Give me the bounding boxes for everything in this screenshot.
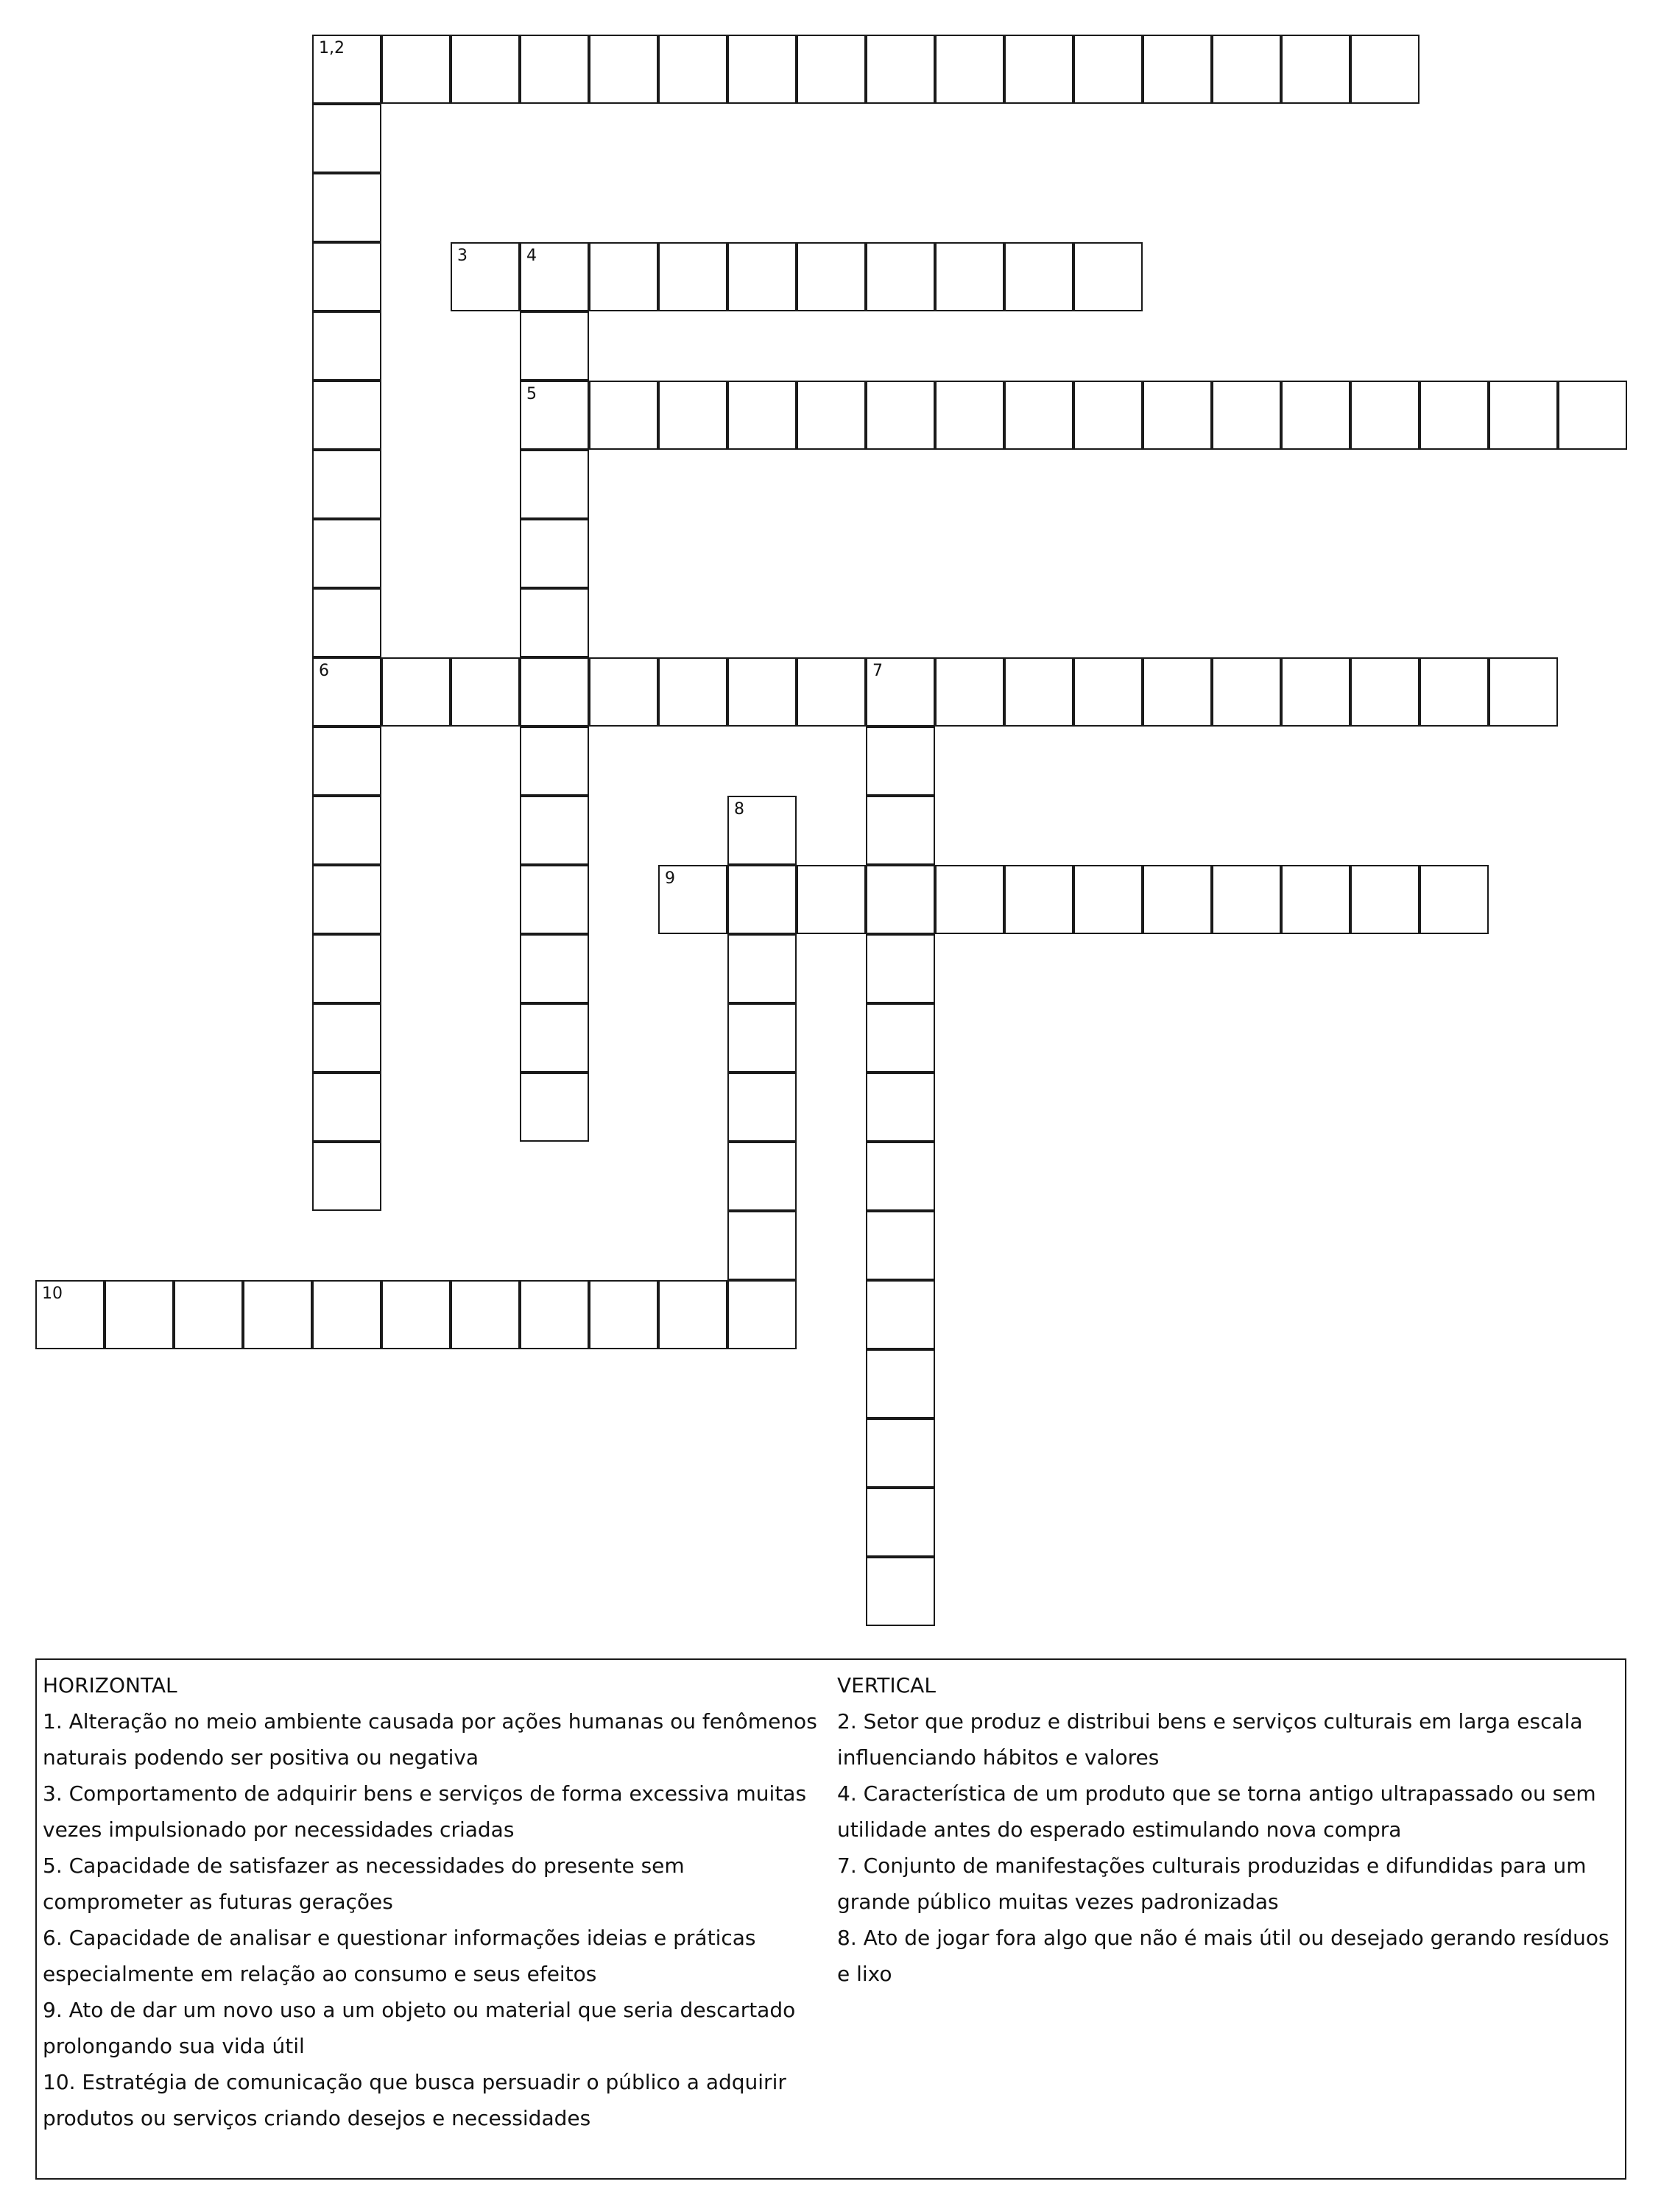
grid-cell[interactable] bbox=[866, 1488, 935, 1557]
grid-cell[interactable] bbox=[1004, 657, 1073, 727]
grid-cell[interactable] bbox=[520, 796, 589, 865]
grid-cell[interactable] bbox=[935, 242, 1004, 311]
down-clue-4: 4. Característica de um produto que se torna antigo ultrapassado ou sem utilidade antes do esperado estimulando nova compra bbox=[837, 1781, 1596, 1842]
clue-number: 8 bbox=[734, 800, 744, 819]
grid-cell[interactable] bbox=[935, 865, 1004, 934]
grid-cell[interactable] bbox=[797, 35, 866, 104]
clue-number: 10 bbox=[42, 1285, 63, 1303]
grid-cell[interactable] bbox=[520, 657, 589, 727]
grid-cell[interactable] bbox=[520, 381, 589, 450]
grid-cell[interactable] bbox=[589, 657, 658, 727]
grid-cell[interactable] bbox=[312, 865, 381, 934]
down-clue-2: 2. Setor que produz e distribui bens e serviços culturais em larga escala influenciando hábitos e valores bbox=[837, 1709, 1583, 1770]
grid-cell[interactable] bbox=[1143, 381, 1212, 450]
clue-number: 5 bbox=[526, 385, 537, 403]
grid-cell[interactable] bbox=[1489, 657, 1558, 727]
grid-cell[interactable] bbox=[727, 1003, 797, 1073]
grid-cell[interactable] bbox=[935, 381, 1004, 450]
across-clue-6: 6. Capacidade de analisar e questionar informações ideias e práticas especialmente em relação ao consumo e seus efeitos bbox=[43, 1926, 756, 1986]
grid-cell[interactable] bbox=[727, 1280, 797, 1349]
grid-cell[interactable] bbox=[520, 1073, 589, 1142]
grid-cell[interactable] bbox=[520, 311, 589, 381]
grid-cell[interactable] bbox=[658, 657, 727, 727]
grid-cell[interactable] bbox=[451, 242, 520, 311]
grid-cell[interactable] bbox=[1350, 35, 1420, 104]
grid-cell[interactable] bbox=[658, 381, 727, 450]
grid-cell[interactable] bbox=[1212, 865, 1281, 934]
grid-cell[interactable] bbox=[658, 242, 727, 311]
grid-cell[interactable] bbox=[797, 381, 866, 450]
clues-box bbox=[35, 1658, 1626, 2180]
grid-cell[interactable] bbox=[1350, 381, 1420, 450]
grid-cell[interactable] bbox=[1004, 865, 1073, 934]
grid-cell[interactable] bbox=[589, 242, 658, 311]
grid-cell[interactable] bbox=[1212, 381, 1281, 450]
grid-cell[interactable] bbox=[451, 1280, 520, 1349]
grid-cell[interactable] bbox=[866, 1003, 935, 1073]
grid-cell[interactable] bbox=[1281, 381, 1350, 450]
grid-cell[interactable] bbox=[1212, 657, 1281, 727]
grid-cell[interactable] bbox=[451, 35, 520, 104]
grid-cell[interactable] bbox=[866, 1211, 935, 1280]
grid-cell[interactable] bbox=[312, 1142, 381, 1211]
grid-cell[interactable] bbox=[1281, 657, 1350, 727]
grid-cell[interactable] bbox=[866, 1557, 935, 1626]
grid-cell[interactable] bbox=[727, 381, 797, 450]
grid-cell[interactable] bbox=[727, 1142, 797, 1211]
grid-cell[interactable] bbox=[866, 934, 935, 1003]
grid-cell[interactable] bbox=[312, 242, 381, 311]
grid-cell[interactable] bbox=[1004, 242, 1073, 311]
grid-cell[interactable] bbox=[1281, 35, 1350, 104]
grid-cell[interactable] bbox=[105, 1280, 174, 1349]
grid-cell[interactable] bbox=[1420, 865, 1489, 934]
grid-cell[interactable] bbox=[727, 1073, 797, 1142]
grid-cell[interactable] bbox=[312, 381, 381, 450]
grid-cell[interactable] bbox=[1073, 242, 1143, 311]
across-heading: HORIZONTAL bbox=[43, 1673, 177, 1697]
grid-cell[interactable] bbox=[520, 588, 589, 657]
grid-cell[interactable] bbox=[451, 657, 520, 727]
across-clues bbox=[43, 1667, 830, 2136]
grid-cell[interactable] bbox=[312, 588, 381, 657]
grid-cell[interactable] bbox=[1350, 865, 1420, 934]
grid-cell[interactable] bbox=[1004, 381, 1073, 450]
across-clue-10: 10. Estratégia de comunicação que busca persuadir o público a adquirir produtos ou serviços criando desejos e necessidades bbox=[43, 2070, 786, 2130]
grid-cell[interactable] bbox=[35, 1280, 105, 1349]
grid-cell[interactable] bbox=[520, 1003, 589, 1073]
down-clue-7: 7. Conjunto de manifestações culturais produzidas e difundidas para um grande público muitas vezes padronizadas bbox=[837, 1854, 1587, 1914]
grid-cell[interactable] bbox=[312, 173, 381, 242]
grid-cell[interactable] bbox=[1143, 35, 1212, 104]
grid-cell[interactable] bbox=[866, 1073, 935, 1142]
grid-cell[interactable] bbox=[243, 1280, 312, 1349]
grid-cell[interactable] bbox=[1073, 865, 1143, 934]
grid-cell[interactable] bbox=[727, 796, 797, 865]
grid-cell[interactable] bbox=[1558, 381, 1627, 450]
grid-cell[interactable] bbox=[520, 519, 589, 588]
grid-cell[interactable] bbox=[312, 104, 381, 173]
grid-cell[interactable] bbox=[312, 934, 381, 1003]
grid-cell[interactable] bbox=[589, 35, 658, 104]
grid-cell[interactable] bbox=[866, 1418, 935, 1488]
grid-cell[interactable] bbox=[1073, 381, 1143, 450]
grid-cell[interactable] bbox=[658, 35, 727, 104]
grid-cell[interactable] bbox=[312, 796, 381, 865]
down-clue-8: 8. Ato de jogar fora algo que não é mais útil ou desejado gerando resíduos e lixo bbox=[837, 1926, 1609, 1986]
grid-cell[interactable] bbox=[866, 381, 935, 450]
grid-cell[interactable] bbox=[797, 657, 866, 727]
grid-cell[interactable] bbox=[727, 35, 797, 104]
across-clue-9: 9. Ato de dar um novo uso a um objeto ou material que seria descartado prolongando sua vida útil bbox=[43, 1998, 796, 2058]
grid-cell[interactable] bbox=[312, 1280, 381, 1349]
grid-cell[interactable] bbox=[727, 934, 797, 1003]
grid-cell[interactable] bbox=[727, 242, 797, 311]
grid-cell[interactable] bbox=[520, 242, 589, 311]
grid-cell[interactable] bbox=[1281, 865, 1350, 934]
grid-cell[interactable] bbox=[520, 450, 589, 519]
grid-cell[interactable] bbox=[866, 1142, 935, 1211]
grid-cell[interactable] bbox=[1350, 657, 1420, 727]
grid-cell[interactable] bbox=[381, 1280, 451, 1349]
clue-number: 1,2 bbox=[319, 39, 345, 57]
clue-number: 7 bbox=[872, 662, 883, 680]
grid-cell[interactable] bbox=[312, 311, 381, 381]
grid-cell[interactable] bbox=[935, 35, 1004, 104]
grid-cell[interactable] bbox=[658, 865, 727, 934]
grid-cell[interactable] bbox=[312, 450, 381, 519]
grid-cell[interactable] bbox=[589, 381, 658, 450]
grid-cell[interactable] bbox=[312, 727, 381, 796]
grid-cell[interactable] bbox=[589, 1280, 658, 1349]
across-clue-3: 3. Comportamento de adquirir bens e serviços de forma excessiva muitas vezes impulsionado por necessidades criadas bbox=[43, 1781, 807, 1842]
down-clues bbox=[837, 1667, 1618, 1992]
clue-number: 3 bbox=[457, 247, 468, 265]
grid-cell[interactable] bbox=[381, 35, 451, 104]
down-heading: VERTICAL bbox=[837, 1673, 936, 1697]
grid-cell[interactable] bbox=[312, 657, 381, 727]
grid-cell[interactable] bbox=[866, 1280, 935, 1349]
grid-cell[interactable] bbox=[312, 519, 381, 588]
grid-cell[interactable] bbox=[1420, 657, 1489, 727]
across-clue-1: 1. Alteração no meio ambiente causada por ações humanas ou fenômenos naturais podendo ser positiva ou negativa bbox=[43, 1709, 817, 1770]
grid-cell[interactable] bbox=[866, 242, 935, 311]
grid-cell[interactable] bbox=[520, 865, 589, 934]
grid-cell[interactable] bbox=[727, 865, 797, 934]
grid-cell[interactable] bbox=[520, 35, 589, 104]
grid-cell[interactable] bbox=[312, 35, 381, 104]
grid-cell[interactable] bbox=[658, 1280, 727, 1349]
grid-cell[interactable] bbox=[866, 796, 935, 865]
grid-cell[interactable] bbox=[520, 1280, 589, 1349]
grid-cell[interactable] bbox=[935, 657, 1004, 727]
grid-cell[interactable] bbox=[866, 865, 935, 934]
grid-cell[interactable] bbox=[312, 1003, 381, 1073]
grid-cell[interactable] bbox=[381, 657, 451, 727]
clue-number: 9 bbox=[665, 869, 675, 888]
grid-cell[interactable] bbox=[1073, 35, 1143, 104]
grid-cell[interactable] bbox=[174, 1280, 243, 1349]
grid-cell[interactable] bbox=[1489, 381, 1558, 450]
grid-cell[interactable] bbox=[727, 1211, 797, 1280]
grid-cell[interactable] bbox=[1143, 657, 1212, 727]
grid-cell[interactable] bbox=[1143, 865, 1212, 934]
grid-cell[interactable] bbox=[866, 657, 935, 727]
clue-number: 4 bbox=[526, 247, 537, 265]
grid-cell[interactable] bbox=[312, 1073, 381, 1142]
grid-cell[interactable] bbox=[520, 727, 589, 796]
grid-cell[interactable] bbox=[797, 865, 866, 934]
grid-cell[interactable] bbox=[1420, 381, 1489, 450]
grid-cell[interactable] bbox=[797, 242, 866, 311]
clue-number: 6 bbox=[319, 662, 329, 680]
across-clue-5: 5. Capacidade de satisfazer as necessidades do presente sem comprometer as futuras gerações bbox=[43, 1854, 685, 1914]
grid-cell[interactable] bbox=[1004, 35, 1073, 104]
grid-cell[interactable] bbox=[866, 1349, 935, 1418]
grid-cell[interactable] bbox=[727, 657, 797, 727]
grid-cell[interactable] bbox=[866, 727, 935, 796]
grid-cell[interactable] bbox=[520, 934, 589, 1003]
grid-cell[interactable] bbox=[866, 35, 935, 104]
grid-cell[interactable] bbox=[1073, 657, 1143, 727]
grid-cell[interactable] bbox=[1212, 35, 1281, 104]
